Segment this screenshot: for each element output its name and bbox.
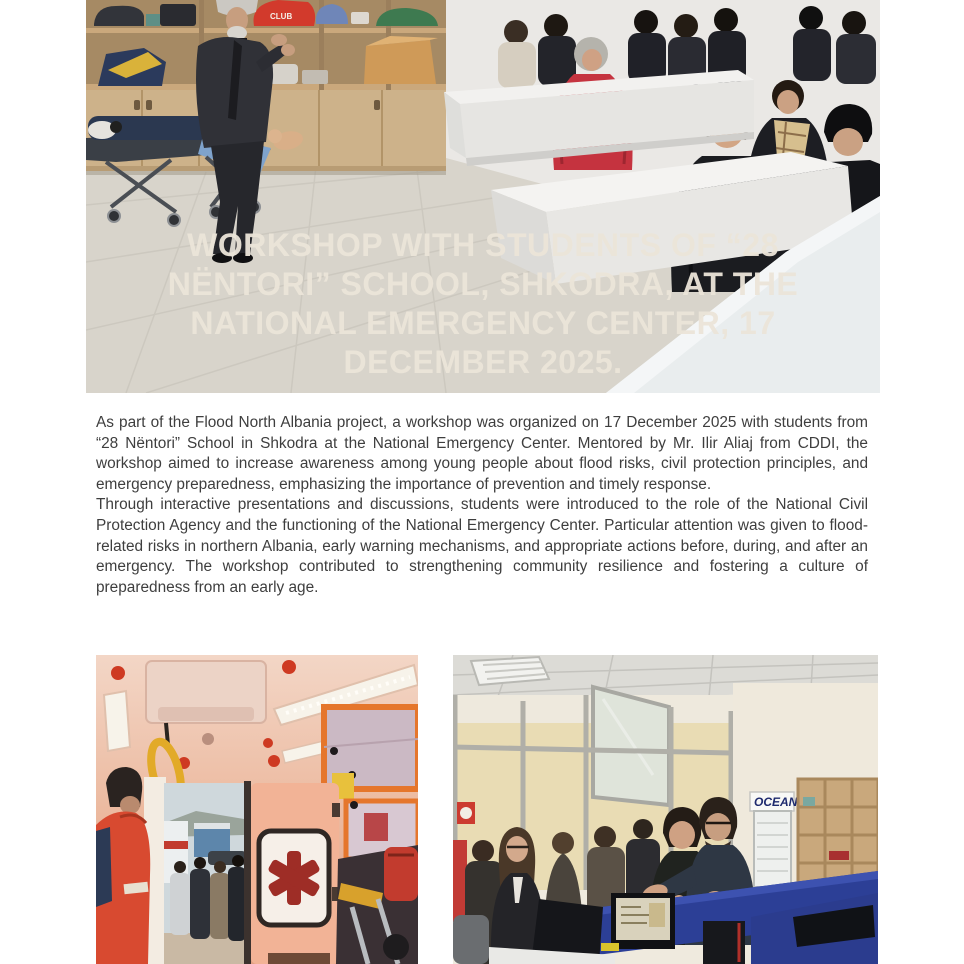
hero-title-line-3: NATIONAL EMERGENCY CENTER, 17 <box>190 305 776 341</box>
article-body <box>96 413 868 598</box>
ambulance-interior-photo <box>96 655 418 964</box>
ocean-fridge <box>750 792 798 887</box>
paragraph-1: As part of the Flood North Albania project, a workshop was organized on 17 December 2025 with students from “28 Nëntori” School in Shkodra at the National Emergency Center. Mentored by Mr. Ilir Aliaj from CDDI, the workshop aimed to increase awareness among young people about flood risks, civil protection principles, and emergency preparedness, emphasizing the importance of prevention and timely response. <box>96 414 868 493</box>
hero-title-line-1: WORKSHOP WITH STUDENTS OF “28 <box>187 227 779 263</box>
club-jacket-text: CLUB <box>270 12 293 21</box>
paragraph-2: Through interactive presentations and discussions, students were introduced to the role of the National Civil Protection Agency and the functioning of the National Emergency Center. Particular attention was given to flood-related risks in northern Albania, early warning mechanisms, and appropriate actions before, during, and after an emergency. The workshop contributed to strengthening community resilience and fostering a culture of preparedness from an early age. <box>96 496 868 596</box>
open-door-view <box>144 777 246 964</box>
ocean-brand-text: OCEAN <box>754 795 798 809</box>
hero-title <box>86 226 880 382</box>
stretcher-equipment <box>336 845 418 964</box>
hero-classroom-photo <box>86 0 880 393</box>
ambulance-scene-illustration <box>96 655 418 964</box>
operations-room-photo <box>453 655 878 964</box>
hero-title-line-2: NËNTORI” SCHOOL, SHKODRA, AT THE <box>167 266 799 302</box>
operations-room-illustration <box>453 655 878 964</box>
hero-title-line-4: DECEMBER 2025. <box>343 344 623 380</box>
rear-door <box>244 781 340 964</box>
